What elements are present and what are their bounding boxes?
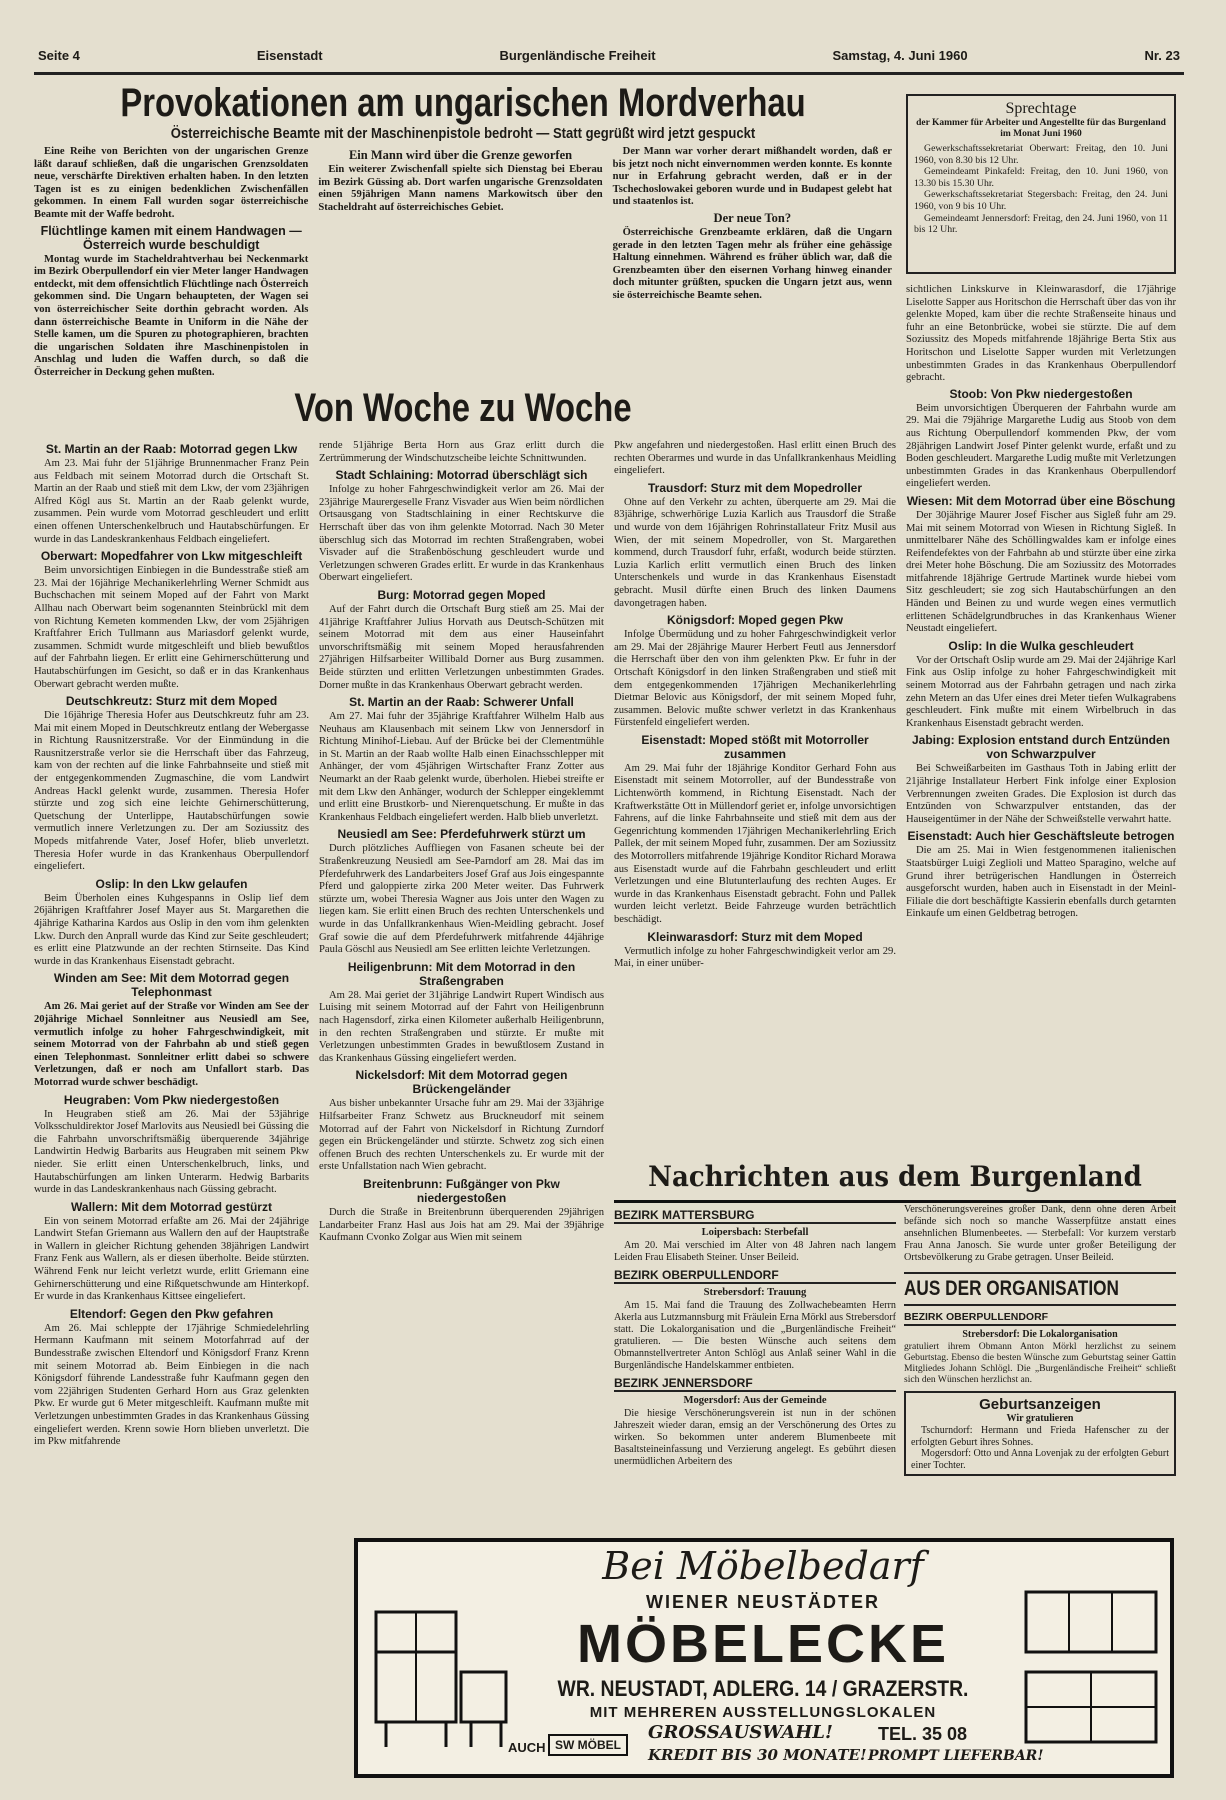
organisation-title: AUS DER ORGANISATION	[904, 1277, 1119, 1300]
article-heading: Oslip: In den Lkw gelaufen	[95, 876, 248, 891]
ad-sw-logo: SW MÖBEL	[548, 1734, 628, 1756]
sprechtage-title: Sprechtage	[1005, 100, 1077, 117]
moebelecke-advertisement	[354, 1538, 1174, 1778]
article-heading: Trausdorf: Sturz mit dem Mopedroller	[647, 480, 863, 495]
article-text: Ein von seinem Motorrad erfaßte am 26. Mai der 24jährige Landwirt Stefan Griemann aus Wallern den auf der Hauptstraße in Wallern in gleicher Richtung gehenden 38jährigen Landwirt Franz Fenk aus Wallern, als er diesen überholte. Beide stürzten. Während Fenk nur leicht verletzt wurde, erlitt Griemann eine Gehirnerschütterung und eine Rißquetschwunde am Hinterkopf. Er wurde in das Krankenhaus Kittsee eingeliefert.	[34, 1215, 309, 1303]
article-text: Infolge zu hoher Fahrgeschwindigkeit verlor am 26. Mai der 23jährige Maurergeselle Franz Visvader aus Wien beim nördlichen Ortsausgang von Stadtschlaining in einer Rechtskurve die Herrschaft über das von ihm gelenkte Motorrad. Nach 30 Meter überschlug sich das Motorrad im rechten Straßengraben, wobei Visvader auf die Straßenböschung geschleudert wurde und Verletzungen schweren Grades erlitt. Er wurde in das Krankenhaus Oberwart eingeliefert.	[319, 484, 604, 584]
nachrichten-col-left	[614, 1204, 896, 1534]
article	[319, 588, 604, 692]
news-text: Am 15. Mai fand die Trauung des Zollwachebeamten Herrn Akerla aus Lutzmannsburg mit Fräulein Erna Mörkl aus Strebersdorf statt. Die Lokalorganisation und die „Burgenländische Freiheit“ gratulieren. — Die besten Wünsche auch seitens dem Obmannstellvertreter Anton Schlögl aus Anlaß seiner Wahl in die Burgenländische Handelskammer entbieten.	[614, 1300, 896, 1371]
article-heading: Wiesen: Mit dem Motorrad über eine Böschung	[906, 493, 1176, 508]
lead-intro: Eine Reihe von Berichten von der ungarischen Grenze läßt darauf schließen, daß die ungarischen Grenzsoldaten neue, verschärfte Direktiven erhalten haben. In den letzten Tagen ist es zu einigen bedenklichen Zwischenfällen gekommen. In einem Fall wurden sogar österreichische Beamte mit der Waffe bedroht.	[34, 146, 309, 220]
article-heading: Eisenstadt: Auch hier Geschäftsleute betrogen	[907, 829, 1175, 844]
bezirk-heading: BEZIRK JENNERSDORF	[614, 1376, 896, 1392]
article	[34, 1307, 309, 1449]
news-text: gratuliert ihrem Obmann Anton Mörkl herzlichst zu seinem Geburtstag. Ebenso die besten Wünsche zum Geburtstag seiner Gattin Mitgliedes Johann Schlögl. Die „Burgenländische Freiheit“ schließt sich den Wünschen herzlichst an.	[904, 1341, 1176, 1385]
article	[614, 733, 896, 927]
ad-subtitle: WIENER NEUSTÄDTER	[645, 1592, 880, 1612]
ad-brand: MÖBELECKE	[576, 1614, 949, 1674]
nachrichten-title: Nachrichten aus dem Burgenland	[648, 1160, 1142, 1193]
article-heading: Burg: Motorrad gegen Moped	[377, 587, 546, 602]
lead-text-3: Der Mann war vorher derart mißhandelt worden, daß er bis jetzt noch nicht einvernommen werden konnte. Es konnte nur in Erfahrung gebracht werden, daß er in der Tschechoslowakei geboren wurde und in Budapest gelebt hat und staatenlos ist.	[612, 146, 892, 208]
article	[614, 440, 896, 478]
article-text: Bei Schweißarbeiten im Gasthaus Toth in Jabing erlitt der 21jährige Installateur Herbert Fink infolge einer Explosion Verbrennungen zweiten Grades. Die Explosion ist durch das Entzünden von Schwarzpulver entstanden, das der Hauseigentümer in der Nähe der Schweißstelle verwahrt hatte.	[906, 763, 1176, 825]
article	[34, 442, 309, 546]
article-text: Infolge Übermüdung und zu hoher Fahrgeschwindigkeit verlor am 29. Mai der 28jährige Maurer Herbert Feutl aus Jennersdorf die Herrschaft über den von ihm gelenkten Pkw. Er fuhr in der Ortschaft Königsdorf in den linken Straßengraben und stieß mit dem entgegenkommenden 17jährigen Mechanikerlehrling Dietmar Belovic aus Königsdorf, der mit seinem Moped fuhr, zusammen. Belovic mußte schwer verletzt in das Krankenhaus Fürstenfeld eingeliefert werden.	[614, 629, 896, 729]
news-text: Am 20. Mai verschied im Alter von 48 Jahren nach langem Leiden Frau Elisabeth Steiner. Unser Beileid.	[614, 1240, 896, 1263]
article	[34, 1093, 309, 1197]
news-subheading: Mogersdorf: Aus der Gemeinde	[683, 1395, 827, 1406]
article	[906, 387, 1176, 491]
woche-col-3	[614, 440, 896, 1155]
article-text: Pkw angefahren und niedergestoßen. Hasl erlitt einen Bruch des rechten Oberarmes und wurde in das Unfallkrankenhaus Meidling eingeliefert.	[614, 440, 896, 477]
lead-col-1	[34, 146, 308, 380]
bezirk-heading: BEZIRK MATTERSBURG	[614, 1208, 896, 1224]
article	[906, 494, 1176, 636]
article	[34, 1200, 309, 1304]
sprechtage-entry: Gemeindeamt Jennersdorf: Freitag, den 24. Juni 1960, von 11 bis 12 Uhr.	[914, 212, 1168, 236]
article-heading: Jabing: Explosion entstand durch Entzünden von Schwarzpulver	[911, 733, 1170, 762]
article-text: Am 26. Mai geriet auf der Straße vor Winden am See der 20jährige Michael Sonnleitner aus Neusiedl am See, vermutlich infolge zu hoher Fahrgeschwindigkeit, mit seinem Motorrad von der Fahrbahn ab und stieß gegen einen Telephonmast. Sonnleitner erlitt dabei so schwere Verletzungen, daß er noch am Unfallort starb. Das Motorrad wurde schwer beschädigt.	[34, 1001, 309, 1088]
ad-telephone: TEL. 35 08	[878, 1724, 968, 1744]
article-text: Am 28. Mai geriet der 31jährige Landwirt Rupert Windisch aus Luising mit seinem Motorrad auf der Fahrt von Heiligenbrunn nach Hagensdorf, zirka einen Kilometer außerhalb Heiligenbrunn, in den rechten Straßengraben und stürzte. Er mußte mit Verletzungen unbestimmten Grades in bewußtlosem Zustand in das Krankenhaus Güssing eingeliefert werden.	[319, 989, 604, 1064]
page-number: Seite 4	[38, 48, 80, 63]
article	[319, 960, 604, 1066]
header-date: Samstag, 4. Juni 1960	[832, 48, 968, 63]
newspaper-page	[34, 40, 1184, 1780]
article	[319, 1068, 604, 1174]
lead-text-1: Montag wurde im Stacheldrahtverhau bei Neckenmarkt im Bezirk Oberpullendorf ein vier Meter langer Handwagen entdeckt, mit dem offensichtlich Flüchtlinge nach Österreich gekommen sind. Die Ungarn behaupteten, der Wagen sei von österreichischer Seite dorthin gebracht worden. Als dann österreichische Beamte in Uniform in die Nähe der Stelle kamen, um die Spuren zu photographieren, brachten die ungarischen Soldaten ihre Maschinenpistolen in Anschlag und luden die Waffen durch, so daß die Österreicher in Deckung gehen mußten.	[34, 253, 309, 378]
article-text: Vermutlich infolge zu hoher Fahrgeschwindigkeit verlor am 29. Mai, in einer unüber-	[614, 945, 896, 970]
sprechtage-entry: Gewerkschaftssekretariat Stegersbach: Freitag, den 24. Juni 1960, von 9 bis 10 Uhr.	[914, 189, 1168, 212]
article	[614, 930, 896, 971]
article	[906, 829, 1176, 921]
news-subheading: Loipersbach: Sterbefall	[701, 1227, 809, 1238]
lead-article	[34, 80, 892, 380]
article	[319, 827, 604, 956]
article-text: Beim unvorsichtigen Einbiegen in die Bundesstraße stieß am 23. Mai der 16jährige Mechanikerlehrling Werner Schmidt aus Buchschachen mit seinem Moped auf der Fahrt von Markt Allhau nach Oberwart beim sogenannten Steinbrückl mit dem von Richtung Kemeten kommenden Lkw, der vom 25jährigen Kraftfahrer Erich Tullmann aus Mariasdorf gelenkt wurde, zusammen. Schmidt wurde mitgeschleift und blieb bewußtlos auf der Fahrbahn liegen. Er erlitt eine Gehirnerschütterung und Hautabschürfungen im Gesicht, so daß er in das Krankenhaus Oberwart gebracht werden mußte.	[34, 565, 309, 690]
article	[614, 613, 896, 730]
article-text: Beim unvorsichtigen Überqueren der Fahrbahn wurde am 29. Mai die 79jährige Margarethe Ludig aus Stoob von dem aus Richtung Oberpullendorf kommenden Pkw, der vom 28jährigen Landwirt Josef Pinter gelenkt wurde, erfaßt und zu Boden geschleudert. Margarethe Ludig mußte mit Verletzungen unbestimmten Grades in das Krankenhaus Oberpullendorf eingeliefert werden.	[906, 402, 1176, 490]
article-text: Am 27. Mai fuhr der 35jährige Kraftfahrer Wilhelm Halb aus Neuhaus am Klausenbach mit seinem Lkw von Jennersdorf in Richtung Minihof-Liebau. Auf der Brücke bei der Clementmühle in St. Martin an der Raab wollte Halb einen Einachsschlepper mit Anhänger, der vom 45jährigen Wirtschafter Franz Zotter aus Neumarkt an der Raab gelenkt wurde, überholen. Hiebei streifte er mit dem Lkw den Anhänger, wodurch der Schlepper eingeklemmt und erlitt eine Brustkorb- und Nierenquetschung. Er mußte in das Krankenhaus Feldbach eingeliefert werden. Halb blieb unverletzt.	[319, 711, 604, 823]
lead-subheadline: Österreichische Beamte mit der Maschinenpistole bedroht — Statt gegrüßt wird jetzt gespuckt	[170, 126, 756, 142]
article-heading: Breitenbrunn: Fußgänger von Pkw niedergestoßen	[363, 1176, 560, 1205]
lead-col-2	[318, 146, 602, 380]
article-text: Die 16jährige Theresia Hofer aus Deutschkreutz fuhr am 23. Mai mit einem Moped in Deutschkreutz entlang der Webergasse in Richtung Rausnitzerstraße. Vor der Einmündung in die Rausnitzerstraße verlor sie die Herrschaft über das Fahrzeug, kam von der rechten auf die linke Fahrbahnseite und stieß mit der entgegenkommenden Zugmaschine, die vom Landwirt Andreas Hackl gelenkt wurde, zusammen. Theresia Hofer stürzte und zog sich eine leichte Gehirnerschütterung, Quetschung der Unterlippe, Hautabschürfungen sowie vermutlich innere Verletzungen zu. Der am Soziussitz des Mopeds mitfahrende Vater, Josef Hofer, blieb unverletzt. Theresia Hofer wurde in das Krankenhaus Oberpullendorf eingeliefert.	[34, 710, 309, 873]
geburt-title: Geburtsanzeigen	[979, 1396, 1101, 1413]
ad-showrooms: MIT MEHREREN AUSSTELLUNGSLOKALEN	[589, 1704, 937, 1721]
sprechtage-box	[906, 94, 1176, 274]
page-header	[34, 40, 1184, 75]
article-heading: Heugraben: Vom Pkw niedergestoßen	[63, 1092, 280, 1107]
article-text: Aus bisher unbekannter Ursache fuhr am 29. Mai der 33jährige Hilfsarbeiter Franz Schwetz aus Bruckneudorf mit seinem Motorrad auf der Fahrt von Nickelsdorf in Richtung Zurndorf gegen ein Brückengeländer und stürzte. Schwetz zog sich einen offenen Bruch des rechten Unterschenkels zu. Er wurde mit der erste Unfallstation nach Wien gebracht.	[319, 1098, 604, 1173]
article-text: Am 23. Mai fuhr der 51jährige Brunnenmacher Franz Pein aus Feldbach mit seinem Motorrad durch die Ortschaft St. Martin an der Raab und stieß mit dem Lkw, der vom 23jährigen Alfred Kögl aus St. Martin an der Raab gelenkt wurde, zusammen. Pein wurde vom Motorrad geschleudert und erlitt einen offenen Unterschenkelbruch und Hautabschürfungen. Er wurde in das Landeskrankenhaus Feldbach eingeliefert.	[34, 458, 309, 545]
woche-col-2	[319, 440, 604, 1530]
header-city: Eisenstadt	[256, 48, 323, 63]
article-heading: Eltendorf: Gegen den Pkw gefahren	[69, 1306, 274, 1321]
geburt-subtitle: Wir gratulieren	[1006, 1413, 1074, 1424]
article-heading: Deutschkreutz: Sturz mit dem Moped	[65, 694, 278, 709]
organisation-box	[904, 1272, 1176, 1306]
article	[906, 733, 1176, 826]
article	[319, 440, 604, 465]
issue-number: Nr. 23	[1144, 48, 1180, 63]
article-text: Auf der Fahrt durch die Ortschaft Burg stieß am 25. Mai der 41jährige Kraftfahrer Julius Horvath aus Deutsch-Schützen mit seinem Motorrad mit dem aus einer Hauseinfahrt unvorschriftsmäßig mit seinem Moped herausfahrenden 27jährigen Hilfsarbeiter Willibald Dorner aus Burg zusammen. Beide stürzten und erlitten Verletzungen unbestimmten Grades. Dorner mußte in das Krankenhaus Oberwart gebracht werden.	[319, 603, 604, 691]
article	[319, 1177, 604, 1245]
ad-script: Bei Möbelbedarf	[602, 1544, 924, 1588]
header-paper: Burgenländische Freiheit	[499, 48, 656, 63]
woche-title: Von Woche zu Woche	[294, 386, 632, 430]
news-subheading: Strebersdorf: Die Lokalorganisation	[962, 1329, 1118, 1340]
article	[34, 694, 309, 874]
lead-col-3	[613, 146, 892, 380]
article	[319, 468, 604, 585]
article-heading: St. Martin an der Raab: Schwerer Unfall	[349, 695, 574, 710]
news-subheading: Strebersdorf: Trauung	[703, 1287, 807, 1298]
ad-grossauswahl: GROSSAUSWAHL!	[648, 1722, 833, 1743]
article-text: sichtlichen Linkskurve in Kleinwarasdorf, die 17jährige Liselotte Sapper aus Horitschon die Herrschaft über das von ihr gelenkte Moped, kam über die rechte Straßenseite hinaus und fuhr an eine Betonbrücke, wobei sie stürzte. Die auf dem Soziussitz des Mopeds mitfahrende 18jährige Berta Stix aus Horitschon und Liselotte Sapper wurden mit Verletzungen unbestimmten Grades in das Krankenhaus Oberpullendorf gebracht.	[906, 284, 1176, 384]
article-text: rende 51jährige Berta Horn aus Graz erlitt durch die Zertrümmerung der Windschutzscheibe leichte Schnittwunden.	[319, 440, 604, 464]
article	[614, 481, 896, 610]
ad-kredit: KREDIT BIS 30 MONATE!	[648, 1746, 867, 1764]
article-text: Durch die Straße in Breitenbrunn überquerenden 29jährigen Landarbeiter Franz Hasl aus Jois hat am 29. Mai der 39jährige Kaufmann Cvonko Zolgar aus Wien mit seinem	[319, 1206, 604, 1244]
article-text: Durch plötzliches Auffliegen von Fasanen scheute bei der Straßenkreuzung Neusiedl am See-Parndorf am 28. Mai das im Pferdefuhrwerk des Landarbeiters Josef Graf aus Jois eingespannte Pferd und galoppierte zirka 200 Meter weiter. Das Fuhrwerk stürzte um, wobei Theresia Wagner aus Jois unter den Wagen zu liegen kam. Sie erlitt einen Bruch des rechten Unterschenkels und wurde in das Unfallkrankenhaus Wien-Meidling gebracht. Josef Graf sowie die auf dem Pferdefuhrwerk mitfahrende 44jährige Paula Göschl aus Neusiedl am See erlitten leichte Verletzungen.	[319, 843, 604, 956]
lead-subhead-1: Flüchtlinge kamen mit einem Handwagen — Österreich wurde beschuldigt	[40, 223, 302, 252]
ad-prompt: PROMPT LIEFERBAR!	[868, 1748, 1044, 1764]
article-heading: Winden am See: Mit dem Motorrad gegen Telephonmast	[53, 971, 290, 1000]
article-heading: Stadt Schlaining: Motorrad überschlägt sich	[335, 468, 588, 483]
ad-auch: AUCH	[508, 1740, 546, 1755]
article-text: In Heugraben stieß am 26. Mai der 53jährige Volksschuldirektor Josef Marlovits aus Neusiedl bei Güssing die die Fahrbahn unvorschriftsmäßig überquerende 34jährige Landwirtin Hedwig Barbarits aus Heugraben mit seinem Pkw nieder. Sie erlitt einen Unterschenkelbruch, links, und Hautabschürfungen am linken Unterarm. Hedwig Barbarits wurde in das Landeskrankenhaus nach Güssing gebracht.	[34, 1108, 309, 1196]
article-heading: Heiligenbrunn: Mit dem Motorrad in den Straßengraben	[347, 959, 576, 988]
article-text: Beim Überholen eines Kuhgespanns in Oslip lief dem 26jährigen Kraftfahrer Josef Mayer aus St. Margarethen die 4jährige Katharina Kardos aus Oslip in den vom ihm gelenkten Lkw. Durch den Anprall wurde das Kind zur Seite geschleudert; es erlitt eine Platzwunde an der rechten Stirnseite. Das Kind wurde in das Krankenhaus Eisenstadt gebracht.	[34, 892, 309, 967]
article-text: Die am 25. Mai in Wien festgenommenen italienischen Staatsbürger Luigi Zeglioli und Matteo Sparagino, welche auf Grund ihrer betrügerischen Handlungen in Österreich ausgeforscht wurden, haben auch in Eisenstadt in der Meinl-Filiale die dort beschäftigte Kassierin ebenfalls durch getarnten Einkaufe um einen Geldbetrag betrogen.	[906, 845, 1176, 920]
article-text: Der 30jährige Maurer Josef Fischer aus Sigleß fuhr am 29. Mai mit seinem Motorrad von Wiesen in Richtung Sigleß. In unmittelbarer Nähe des Schöllingwaldes kam er infolge eines Reifendefektes von der Fahrbahn ab und stürzte über eine zirka drei Meter hohe Böschung. Die am Soziussitz des Motorrades mitfahrende 18jährige Gertrude Martinek wurde hiebei vom Sitz geschleudert; sie zog sich Hautabschürfungen an den Händen und Beinen zu und wurde wegen eines vermutlich erlittenen Schädelgrundbruches in das Krankenhaus Wiener Neustadt eingeliefert.	[906, 509, 1176, 635]
article-heading: Nickelsdorf: Mit dem Motorrad gegen Brückengeländer	[355, 1068, 568, 1097]
lead-subhead-2: Ein Mann wird über die Grenze geworfen	[348, 148, 573, 162]
article	[319, 695, 604, 824]
article	[34, 971, 309, 1089]
article-heading: Stoob: Von Pkw niedergestoßen	[949, 386, 1133, 401]
article-text: Vor der Ortschaft Oslip wurde am 29. Mai der 24jährige Karl Fink aus Oslip infolge zu hoher Fahrgeschwindigkeit mit seinem Motorrad aus der Fahrbahn getragen und nach zirka zehn Metern an das Ufer eines drei Meter tiefen Wulkagrabens geschleudert. Fink mußte mit einem Wirbelbruch in das Krankenhaus Eisenstadt gebracht werden.	[906, 654, 1176, 729]
geburt-box	[904, 1391, 1176, 1476]
nachrichten-col-right	[904, 1204, 1176, 1534]
article-text: Ohne auf den Verkehr zu achten, überquerte am 29. Mai die 83jährige, schwerhörige Luzia Karlich aus Trausdorf die Straße und wurde von dem 16jährigen Rohrinstallateur Fritz Musil aus Wien, der mit seinem Mopedroller, von St. Margarethen kommend, durch Trausdorf fuhr, erfaßt, wodurch beide stürzten. Luzia Karlich erlitt vermutlich einen Bruch des linken Unterschenkels und wurde in das Krankenhaus Eisenstadt gebracht. Musil dürfte einen Bruch des linken Daumens davongetragen haben.	[614, 496, 896, 609]
lead-headline: Provokationen am ungarischen Mordverhau	[120, 81, 806, 125]
article-heading: Wallern: Mit dem Motorrad gestürzt	[71, 1199, 272, 1214]
lead-text-2: Ein weiterer Zwischenfall spielte sich Dienstag bei Eberau im Bezirk Güssing ab. Dort warfen ungarische Grenzsoldaten einen 59jährigen Mann namens Markowitsch über den Stacheldraht auf österreichisches Gebiet.	[318, 164, 603, 213]
sprechtage-subtitle: der Kammer für Arbeiter und Angestellte für das Burgenland im Monat Juni 1960	[916, 118, 1166, 139]
ad-address: WR. NEUSTADT, ADLERG. 14 / GRAZERSTR.	[557, 1676, 969, 1701]
bezirk-heading: BEZIRK OBERPULLENDORF	[614, 1268, 896, 1284]
article-heading: Kleinwarasdorf: Sturz mit dem Moped	[647, 929, 863, 944]
article-text: Am 29. Mai fuhr der 18jährige Konditor Gerhard Fohn aus Eisenstadt mit seinem Motorroller, auf der Bundesstraße von Lichtenwörth kommend, in Richtung Eisenstadt. Nach der Kraftwerkstätte Ott in Müllendorf geriet er, infolge unvorsichtigen Fahrens, auf die linke Fahrbahnseite und stieß mit dem aus der Gegenrichtung kommenden 17jährigen Mechanikerlehrling Erich Pallek, der mit seinem Moped fuhr, zusammen. Der am Soziussitz des Motorrollers mitfahrende 19jährige Konditor Richard Morawa aus Eisenstadt wurde auf die Fahrbahn geschleudert und erlitt Verletzungen und eine Blutunterlaufung des rechten Auges. Er wurde in das Krankenhaus Eisenstadt gebracht. Fohn und Pallek wurden leicht verletzt. Beide Fahrzeuge wurden beträchtlich beschädigt.	[614, 762, 896, 925]
lead-text-3b: Österreichische Grenzbeamte erklären, daß die Ungarn gerade in den letzten Tagen mehr als früher eine gehässige Haltung einnehmen. Während es früher üblich war, daß die Grenzbeamten über den eisernen Vorhang hinweg einander doch mitunter grüßten, spucken die Ungarn jetzt aus, wenn sie österreichische Beamte sehen.	[612, 226, 892, 301]
bezirk-heading: BEZIRK OBERPULLENDORF	[904, 1310, 1176, 1326]
article	[906, 639, 1176, 731]
woche-col-1	[34, 440, 309, 1780]
sprechtage-entry: Gewerkschaftssekretariat Oberwart: Freitag, den 10. Juni 1960, von 8.30 bis 12 Uhr.	[914, 143, 1168, 166]
article-heading: Neusiedl am See: Pferdefuhrwerk stürzt um	[337, 827, 586, 842]
lead-subhead-3: Der neue Ton?	[713, 210, 792, 225]
geburt-text: Tschurndorf: Hermann und Frieda Hafenscher zu der erfolgten Geburt ihres Sohnes.	[911, 1425, 1169, 1448]
geburt-text: Mogersdorf: Otto und Anna Lovenjak zu der erfolgten Geburt einer Tochter.	[911, 1448, 1169, 1471]
news-text: Die hiesige Verschönerungsverein ist nun in der schönen Jahreszeit wieder daran, emsig an der Verschönerung des Ortes zu wirken. So bekommen unter anderem Blumenbeete mit Basaltsteineinfassung und Verzierung angelegt. Es gebührt diesen unermüdlichen Arbeitern des	[614, 1408, 896, 1467]
woche-col-4	[906, 284, 1176, 1154]
article-heading: Oberwart: Mopedfahrer von Lkw mitgeschleift	[40, 549, 303, 564]
article-heading: Eisenstadt: Moped stößt mit Motorroller zusammen	[641, 732, 869, 761]
article-text: Am 26. Mai schleppte der 17jährige Schmiedelehrling Hermann Kaufmann mit seinem Motorfahrrad auf der Bundesstraße zwischen Eltendorf und Königsdorf Franz Krenn mit seinem Motorrad ab. Beim Einbiegen in die nach Königsdorf führende Landesstraße fuhr Kaufmann gegen den vom 22jährigen Studenten Gerhard Horn aus Graz gelenkten Pkw. Er wurde gut 6 Meter mitgeschleift. Kaufmann mußte mit Verletzungen unbestimmten Grades in das Krankenhaus Güssing eingeliefert werden. Krenn sowie Horn blieben unverletzt. Die im Pkw mitfahrende	[34, 1322, 309, 1448]
article	[34, 877, 309, 969]
article	[34, 549, 309, 691]
nachrichten-rule	[614, 1200, 1176, 1203]
sprechtage-entry: Gemeindeamt Pinkafeld: Freitag, den 10. Juni 1960, von 13.30 bis 15.30 Uhr.	[914, 166, 1168, 189]
article-heading: St. Martin an der Raab: Motorrad gegen Lkw	[45, 442, 298, 456]
news-text: Verschönerungsvereines großer Dank, denn ohne deren Arbeit befände sich noch so manche Wasserpfütze anstatt eines ansehnlichen Blumenbeetes. — Sterbefall: Vor kurzem verstarb Frau Anna Janosch. Sie wurde unter großer Beteiligung der Ortsbevölkerung zu Grabe getragen. Unser Beileid.	[904, 1204, 1176, 1263]
article-heading: Königsdorf: Moped gegen Pkw	[667, 613, 843, 628]
article-heading: Oslip: In die Wulka geschleudert	[948, 638, 1134, 653]
